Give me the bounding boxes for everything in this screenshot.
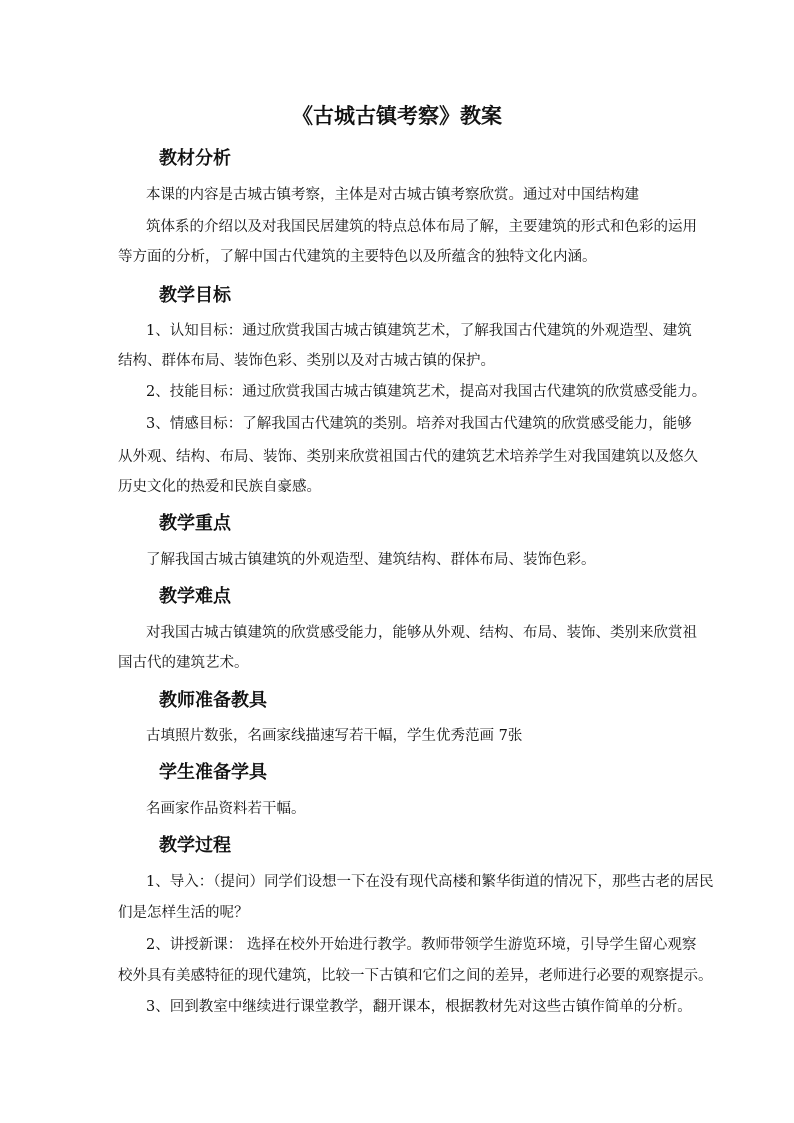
paragraph-line: 1、导入：（提问）同学们设想一下在没有现代高楼和繁华街道的情况下，那些古老的居民 <box>146 874 714 890</box>
paragraph-line: 2、技能目标：通过欣赏我国古城古镇建筑艺术，提高对我国古代建筑的欣赏感受能力。 <box>146 384 707 400</box>
section-heading-teaching-goals: 教学目标 <box>159 285 231 306</box>
paragraph-line: 了解我国古城古镇建筑的外观造型、建筑结构、群体布局、装饰色彩。 <box>146 552 596 568</box>
section-heading-textbook-analysis: 教材分析 <box>159 148 231 169</box>
paragraph-line: 等方面的分析，了解中国古代建筑的主要特色以及所蕴含的独特文化内涵。 <box>118 249 597 265</box>
section-heading-teaching-process: 教学过程 <box>159 835 231 856</box>
paragraph-line: 国古代的建筑艺术。 <box>118 655 249 671</box>
section-heading-key-points: 教学重点 <box>159 513 231 534</box>
paragraph-line: 筑体系的介绍以及对我国民居建筑的特点总体布局了解，主要建筑的形式和色彩的运用 <box>146 219 697 235</box>
document-title: 《古城古镇考察》教案 <box>292 103 502 128</box>
paragraph-line: 古填照片数张，名画家线描速写若干幅，学生优秀范画 7张 <box>146 728 523 744</box>
paragraph-line: 3、情感目标：了解我国古代建筑的类别。培养对我国古代建筑的欣赏感受能力，能够 <box>146 416 692 432</box>
paragraph-line: 历史文化的热爱和民族自豪感。 <box>118 479 321 495</box>
section-heading-student-materials: 学生准备学具 <box>159 762 267 783</box>
section-heading-teacher-materials: 教师准备教具 <box>159 690 267 711</box>
paragraph-line: 从外观、结构、布局、装饰、类别来欣赏祖国古代的建筑艺术培养学生对我国建筑以及悠久 <box>118 449 698 465</box>
paragraph-line: 3、回到教室中继续进行课堂教学，翻开课本，根据教材先对这些古镇作简单的分析。 <box>146 999 692 1015</box>
paragraph-line: 名画家作品资料若干幅。 <box>146 801 306 817</box>
paragraph-line: 本课的内容是古城古镇考察，主体是对古城古镇考察欣赏。通过对中国结构建 <box>146 187 639 203</box>
paragraph-line: 校外具有美感特征的现代建筑，比较一下古镇和它们之间的差异，老师进行必要的观察提示。 <box>118 968 713 984</box>
paragraph-line: 对我国古城古镇建筑的欣赏感受能力，能够从外观、结构、布局、装饰、类别来欣赏祖 <box>146 625 697 641</box>
section-heading-difficulties: 教学难点 <box>159 586 231 607</box>
paragraph-line: 2、讲授新课： 选择在校外开始进行教学。教师带领学生游览环境，引导学生留心观察 <box>146 937 697 953</box>
paragraph-line: 结构、群体布局、装饰色彩、类别以及对古城古镇的保护。 <box>118 353 495 369</box>
paragraph-line: 1、认知目标：通过欣赏我国古城古镇建筑艺术，了解我国古代建筑的外观造型、建筑 <box>146 323 692 339</box>
paragraph-line: 们是怎样生活的呢？ <box>118 905 249 921</box>
